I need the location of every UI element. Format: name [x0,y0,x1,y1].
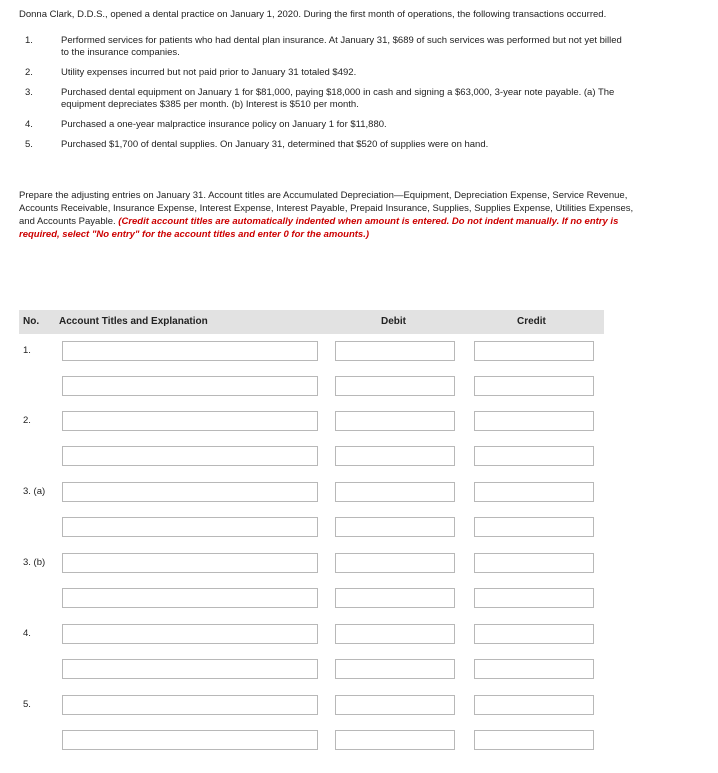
journal-row [19,588,604,608]
credit-input[interactable] [474,553,594,573]
debit-input[interactable] [335,588,455,608]
account-title-input[interactable] [62,446,318,466]
credit-input[interactable] [474,376,594,396]
journal-row [19,517,604,537]
credit-input[interactable] [474,341,594,361]
credit-input[interactable] [474,446,594,466]
debit-input[interactable] [335,376,455,396]
transaction-item [19,35,718,59]
journal-row [19,659,604,679]
credit-input[interactable] [474,695,594,715]
instructions [19,189,639,241]
account-title-input[interactable] [62,411,318,431]
credit-input[interactable] [474,730,594,750]
account-title-input[interactable] [62,659,318,679]
column-header-no: No. [23,316,40,327]
debit-input[interactable] [335,695,455,715]
instructions-note: (Credit account titles are automatically indented when amount is entered. Do not indent manually. If no entry is required, select "No entry" for the account titles and enter 0 for the amounts.) [19,216,619,240]
debit-input[interactable] [335,730,455,750]
debit-input[interactable] [335,659,455,679]
credit-input[interactable] [474,659,594,679]
transaction-text: Purchased $1,700 of dental supplies. On January 31, determined that $520 of supplies were on hand. [61,139,489,150]
debit-input[interactable] [335,446,455,466]
journal-row [19,695,604,715]
transaction-number: 3. [25,87,33,98]
transaction-number: 2. [25,67,33,78]
entry-number: 4. [23,628,31,639]
debit-input[interactable] [335,411,455,431]
instructions-text: Prepare the adjusting entries on January 31. Account titles are Accumulated Depreciation—Equipment, Depreciation Expense, Service Revenue, Accounts Receivable, Insurance Expense, Interest Expense, Interest Payable, Prepaid Insurance, Supplies, Supplies Expense, Utilities Expenses, and Accounts Payable. [19,190,634,227]
credit-input[interactable] [474,517,594,537]
transaction-number: 4. [25,119,33,130]
problem-page [0,0,718,241]
column-header-account: Account Titles and Explanation [59,316,208,327]
journal-row [19,624,604,644]
account-title-input[interactable] [62,376,318,396]
transaction-text: Utility expenses incurred but not paid prior to January 31 totaled $492. [61,67,357,78]
account-title-input[interactable] [62,517,318,537]
transaction-text: Purchased dental equipment on January 1 for $81,000, paying $18,000 in cash and signing a $63,000, 3-year note payable. (a) The equipment depreciates $385 per month. (b) Interest is $510 per month. [61,87,615,110]
transaction-text: Performed services for patients who had dental plan insurance. At January 31, $689 of such services was performed but not yet billed to the insurance companies. [61,35,622,58]
credit-input[interactable] [474,411,594,431]
journal-row [19,411,604,431]
entry-number: 3. (b) [23,557,46,568]
column-header-debit: Debit [381,316,406,327]
account-title-input[interactable] [62,341,318,361]
journal-row [19,482,604,502]
account-title-input[interactable] [62,695,318,715]
transaction-item [19,119,718,131]
account-title-input[interactable] [62,588,318,608]
journal-row [19,730,604,750]
transaction-list [19,35,718,151]
debit-input[interactable] [335,341,455,361]
column-header-credit: Credit [517,316,546,327]
transaction-item [19,87,718,111]
journal-row [19,376,604,396]
credit-input[interactable] [474,482,594,502]
journal-row [19,341,604,361]
credit-input[interactable] [474,588,594,608]
journal-row [19,553,604,573]
journal-row [19,446,604,466]
debit-input[interactable] [335,517,455,537]
entry-number: 5. [23,699,31,710]
credit-input[interactable] [474,624,594,644]
problem-intro: Donna Clark, D.D.S., opened a dental practice on January 1, 2020. During the first month of operations, the following transactions occurred. [19,9,607,20]
account-title-input[interactable] [62,730,318,750]
account-title-input[interactable] [62,482,318,502]
entry-number: 1. [23,345,31,356]
transaction-item [19,67,718,79]
debit-input[interactable] [335,553,455,573]
journal-table-header [19,310,604,334]
transaction-text: Purchased a one-year malpractice insurance policy on January 1 for $11,880. [61,119,387,130]
entry-number: 2. [23,415,31,426]
account-title-input[interactable] [62,624,318,644]
transaction-number: 1. [25,35,33,46]
transaction-item [19,139,718,151]
debit-input[interactable] [335,624,455,644]
transaction-number: 5. [25,139,33,150]
entry-number: 3. (a) [23,486,46,497]
debit-input[interactable] [335,482,455,502]
account-title-input[interactable] [62,553,318,573]
